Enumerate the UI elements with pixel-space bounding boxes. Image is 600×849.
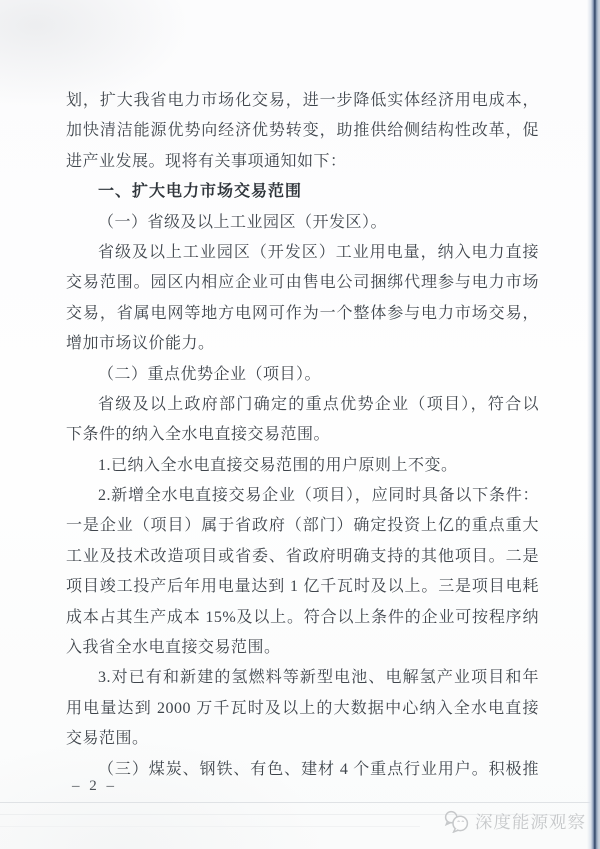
text-line: 交易，省属电网等地方电网可作为一个整体参与电力市场交易， bbox=[66, 304, 539, 322]
text-line: 成本占其生产成本 15%及以上。符合以上条件的企业可按程序纳 bbox=[66, 608, 539, 626]
text-line: （二）重点优势企业（项目）。 bbox=[98, 365, 322, 383]
scan-fold-line bbox=[0, 826, 420, 827]
text-line: 1.已纳入全水电直接交易范围的用户原则上不变。 bbox=[98, 456, 458, 474]
text-line: 交易范围。园区内相应企业可由售电公司捆绑代理参与电力市场 bbox=[66, 274, 539, 292]
text-line: 进产业发展。现将有关事项通知如下： bbox=[66, 152, 347, 170]
text-line: 一是企业（项目）属于省政府（部门）确定投资上亿的重点重大 bbox=[66, 517, 539, 535]
text-line: 划，扩大我省电力市场化交易，进一步降低实体经济用电成本， bbox=[66, 92, 539, 109]
text-line: 省级及以上工业园区（开发区）工业用电量，纳入电力直接 bbox=[98, 243, 539, 261]
text-line: 项目竣工投产后年用电量达到 1 亿千瓦时及以上。三是项目电耗 bbox=[66, 578, 539, 596]
text-line: 加快清洁能源优势向经济优势转变，助推供给侧结构性改革，促 bbox=[66, 122, 539, 140]
watermark bbox=[443, 809, 586, 834]
text-line: 交易范围。 bbox=[66, 730, 149, 748]
scan-fold-line bbox=[0, 802, 592, 803]
text-line: 入我省全水电直接交易范围。 bbox=[66, 639, 281, 657]
section-heading: 一、扩大电力市场交易范围 bbox=[98, 183, 303, 201]
text-line: 2.新增全水电直接交易企业（项目），应同时具备以下条件： bbox=[98, 487, 539, 505]
watermark-label: 深度能源观察 bbox=[474, 812, 587, 832]
scan-edge-right bbox=[587, 0, 600, 849]
document-body bbox=[66, 86, 539, 785]
text-line: （三）煤炭、钢铁、有色、建材 4 个重点行业用户。积极推 bbox=[98, 760, 539, 778]
text-line: 3.对已有和新建的氢燃料等新型电池、电解氢产业项目和年 bbox=[98, 669, 539, 687]
text-line: 下条件的纳入全水电直接交易范围。 bbox=[66, 426, 331, 444]
page-number: – 2 – bbox=[72, 778, 117, 794]
text-line: （一）省级及以上工业园区（开发区）。 bbox=[98, 213, 388, 231]
chat-bubbles-icon bbox=[443, 810, 470, 833]
text-line: 增加市场议价能力。 bbox=[66, 335, 215, 353]
text-line: 用电量达到 2000 万千瓦时及以上的大数据中心纳入全水电直接 bbox=[66, 699, 539, 717]
text-line: 省级及以上政府部门确定的重点优势企业（项目），符合以 bbox=[98, 395, 539, 413]
text-line: 工业及技术改造项目或省委、省政府明确支持的其他项目。二是 bbox=[66, 547, 539, 565]
